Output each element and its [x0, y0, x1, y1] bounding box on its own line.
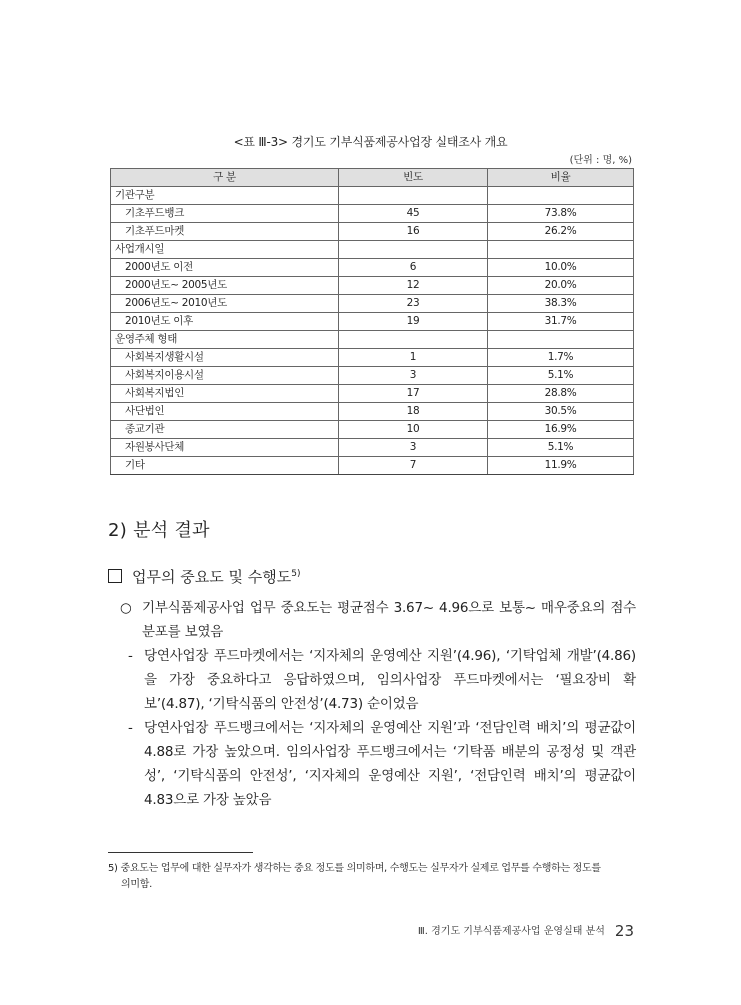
row-frequency: 3 [339, 439, 488, 457]
table-row [111, 403, 634, 421]
row-ratio: 26.2% [488, 223, 634, 241]
section-heading: 2) 분석 결과 [108, 520, 210, 541]
survey-overview-table [110, 168, 634, 475]
row-ratio: 73.8% [488, 205, 634, 223]
row-frequency [339, 187, 488, 205]
footnote-reference: 5) [291, 569, 301, 579]
row-frequency: 6 [339, 259, 488, 277]
table-row [111, 295, 634, 313]
header-category: 구 분 [111, 169, 339, 187]
table-row [111, 313, 634, 331]
footnote-line: 의미함. [121, 879, 152, 890]
row-ratio: 20.0% [488, 277, 634, 295]
row-ratio: 11.9% [488, 457, 634, 475]
bullet-text: 기부식품제공사업 업무 중요도는 평균점수 3.67~ 4.96으로 보통~ 매우중요의 점수분포를 보였음 [142, 600, 636, 640]
row-frequency: 23 [339, 295, 488, 313]
table-row [111, 385, 634, 403]
table-unit: (단위 : 명, %) [569, 155, 632, 166]
table-row [111, 421, 634, 439]
row-label: 2006년도~ 2010년도 [111, 295, 339, 313]
header-frequency: 빈도 [339, 169, 488, 187]
row-label: 기타 [111, 457, 339, 475]
checkbox-square-icon [108, 569, 122, 583]
footer-chapter-title: Ⅲ. 경기도 기부식품제공사업 운영실태 분석 [417, 926, 605, 937]
bullet-foodbank-results [108, 716, 636, 812]
row-ratio: 16.9% [488, 421, 634, 439]
table-row [111, 457, 634, 475]
dash-bullet-icon: - [128, 648, 133, 664]
table-row [111, 367, 634, 385]
row-label: 기관구분 [111, 187, 339, 205]
row-ratio: 31.7% [488, 313, 634, 331]
row-label: 사회복지이용시설 [111, 367, 339, 385]
page-number: 23 [614, 922, 634, 940]
analysis-bullets [108, 596, 636, 812]
table-row [111, 259, 634, 277]
table-group-row [111, 187, 634, 205]
row-label: 기초푸드마켓 [111, 223, 339, 241]
page-footer [418, 922, 634, 940]
row-label: 2010년도 이후 [111, 313, 339, 331]
table-row [111, 277, 634, 295]
row-frequency: 19 [339, 313, 488, 331]
table-row [111, 349, 634, 367]
row-label: 운영주체 형태 [111, 331, 339, 349]
table-group-row [111, 331, 634, 349]
row-frequency: 3 [339, 367, 488, 385]
row-ratio: 38.3% [488, 295, 634, 313]
row-frequency: 17 [339, 385, 488, 403]
row-frequency: 16 [339, 223, 488, 241]
row-ratio: 1.7% [488, 349, 634, 367]
footnote-line: 5) 중요도는 업무에 대한 실무자가 생각하는 중요 정도를 의미하며, 수행도는 실무자가 실제로 업무를 수행하는 정도를 [108, 863, 601, 874]
row-ratio: 5.1% [488, 439, 634, 457]
row-ratio: 30.5% [488, 403, 634, 421]
dash-bullet-icon: - [128, 720, 133, 736]
table-body [111, 187, 634, 475]
table-caption: <표 Ⅲ-3> 경기도 기부식품제공사업장 실태조사 개요 [233, 135, 508, 149]
table-group-row [111, 241, 634, 259]
row-frequency [339, 241, 488, 259]
row-frequency: 18 [339, 403, 488, 421]
row-ratio [488, 331, 634, 349]
row-frequency [339, 331, 488, 349]
table-row [111, 439, 634, 457]
bullet-text: 당연사업장 푸드마켓에서는 ‘지자체의 운영예산 지원’(4.96), ‘기탁업체 개발’(4.86)을 가장 중요하다고 응답하였으며, 임의사업장 푸드마켓에서는 ‘필요장비 확보’(4.87), ‘기탁식품의 안전성’(4.73) 순이었음 [144, 648, 636, 712]
table-row [111, 223, 634, 241]
row-frequency: 10 [339, 421, 488, 439]
row-label: 기초푸드뱅크 [111, 205, 339, 223]
row-ratio: 28.8% [488, 385, 634, 403]
row-label: 사회복지법인 [111, 385, 339, 403]
row-ratio: 10.0% [488, 259, 634, 277]
row-frequency: 12 [339, 277, 488, 295]
row-frequency: 1 [339, 349, 488, 367]
row-label: 사회복지생활시설 [111, 349, 339, 367]
header-ratio: 비율 [488, 169, 634, 187]
bullet-foodmarket-results [108, 644, 636, 716]
circle-bullet-icon: ○ [120, 600, 132, 616]
table-header-row [111, 169, 634, 187]
bullet-importance-range [108, 596, 636, 644]
row-frequency: 45 [339, 205, 488, 223]
row-label: 자원봉사단체 [111, 439, 339, 457]
bullet-text: 당연사업장 푸드뱅크에서는 ‘지자체의 운영예산 지원’과 ‘전담인력 배치’의 평균값이 4.88로 가장 높았으며. 임의사업장 푸드뱅크에서는 ‘기탁품 배분의 공정성 및 객관성’, ‘기탁식품의 안전성’, ‘지자체의 운영예산 지원’, ‘전담인력 배치’의 평균값이 4.83으로 가장 높았음 [144, 720, 636, 808]
row-label: 2000년도~ 2005년도 [111, 277, 339, 295]
row-frequency: 7 [339, 457, 488, 475]
footnote [108, 861, 636, 893]
row-ratio [488, 187, 634, 205]
subsection-heading [108, 566, 300, 587]
footnote-divider [108, 852, 253, 853]
row-label: 2000년도 이전 [111, 259, 339, 277]
row-ratio [488, 241, 634, 259]
table-row [111, 205, 634, 223]
row-label: 사업개시일 [111, 241, 339, 259]
row-label: 사단법인 [111, 403, 339, 421]
row-ratio: 5.1% [488, 367, 634, 385]
row-label: 종교기관 [111, 421, 339, 439]
subsection-heading-text: 업무의 중요도 및 수행도 [132, 568, 292, 586]
